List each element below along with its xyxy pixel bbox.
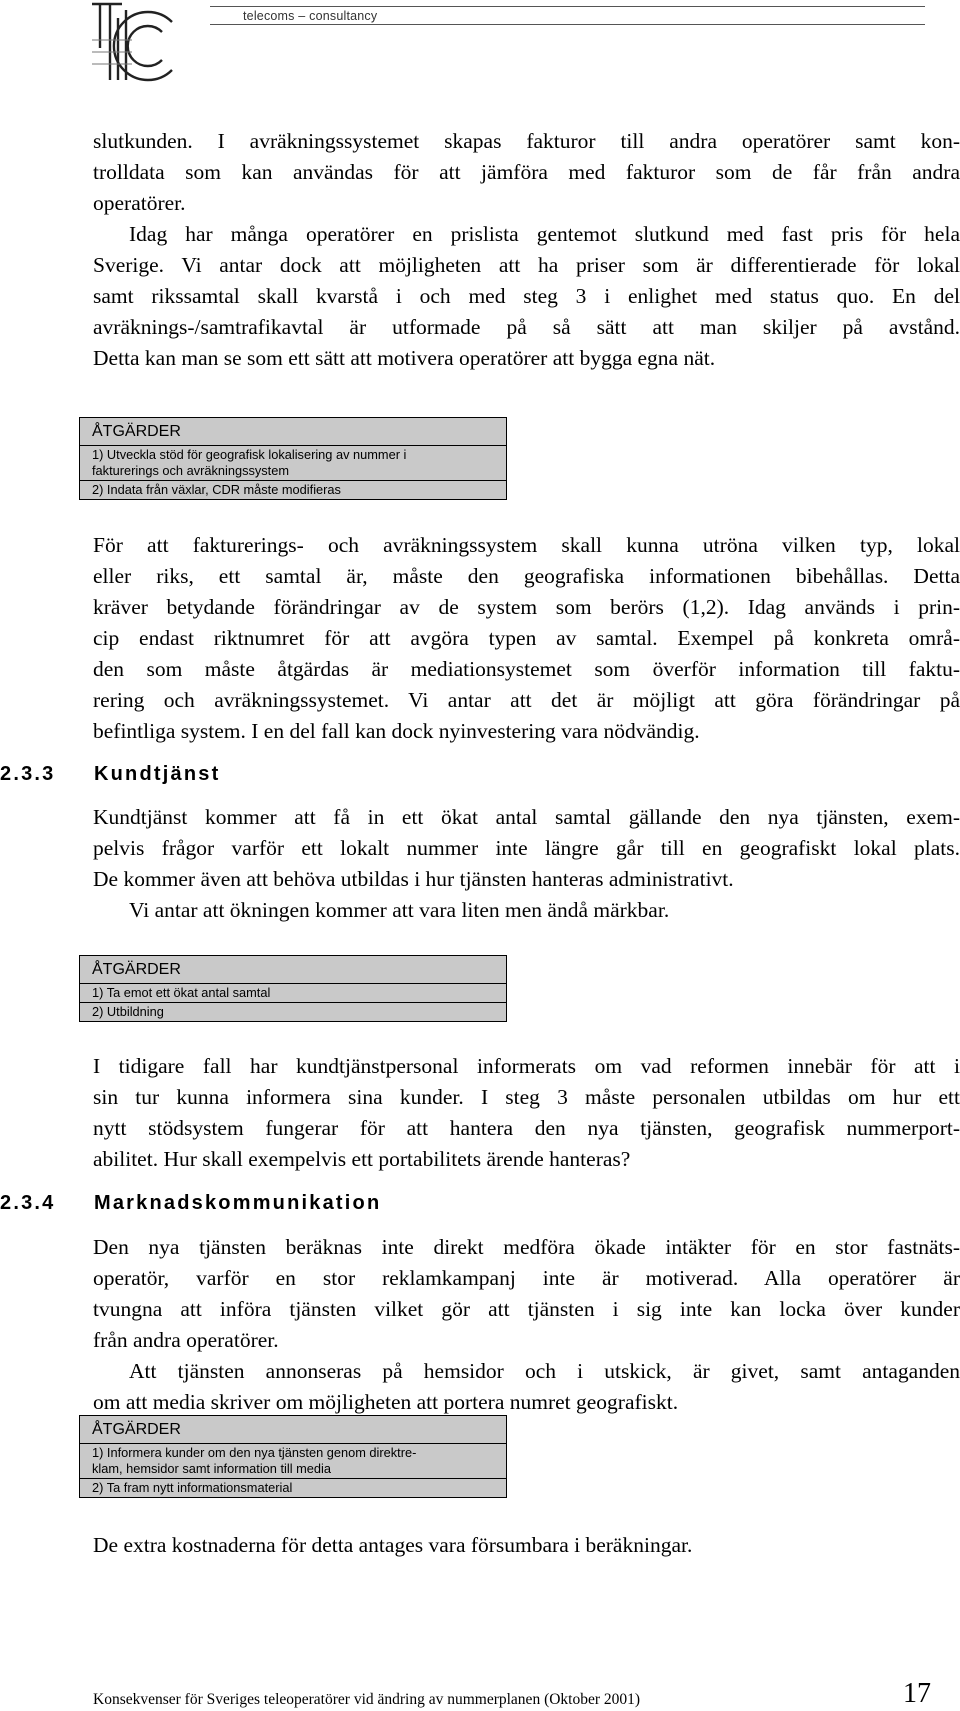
- section-number: 2.3.4: [0, 1192, 56, 1214]
- paragraph-5: [93, 1232, 960, 1418]
- text-line: Kundtjänst kommer att få in ett ökat antal samtal gällande den nya tjänsten, exem-: [93, 805, 960, 829]
- action-item-line: 2) Ta fram nytt informationsmaterial: [92, 1480, 293, 1495]
- text-line: eller riks, ett samtal är, måste den geografiska informationen bibehållas. Detta: [93, 564, 960, 588]
- action-item: [80, 1479, 506, 1497]
- action-item-line: klam, hemsidor samt information till media: [92, 1461, 331, 1476]
- action-item: [80, 446, 506, 481]
- action-box-heading: ÅTGÄRDER: [80, 418, 506, 446]
- text-line: avräknings-/samtrafikavtal är utformade på så sätt att man skiljer på avstånd.: [93, 315, 960, 339]
- action-item: [80, 1444, 506, 1479]
- paragraph-2: [93, 530, 960, 747]
- action-box-1: [79, 417, 507, 500]
- text-line: tvungna att införa tjänsten vilket gör att tjänsten i sig inte kan locka över kunder: [93, 1297, 960, 1321]
- action-box-3: [79, 1415, 507, 1498]
- action-item-line: 1) Ta emot ett ökat antal samtal: [92, 985, 271, 1000]
- action-item: [80, 481, 506, 499]
- text-line: operatörer.: [93, 191, 186, 215]
- header-rule-bottom: [210, 24, 925, 25]
- section-title: Marknadskommunikation: [94, 1192, 382, 1214]
- action-item-line: 2) Indata från växlar, CDR måste modifieras: [92, 482, 341, 497]
- text-line: Den nya tjänsten beräknas inte direkt medföra ökade intäkter för en stor fastnäts-: [93, 1235, 960, 1259]
- text-line: För att fakturerings- och avräkningssystem skall kunna utröna vilken typ, lokal: [93, 533, 960, 557]
- text-line: befintliga system. I en del fall kan dock nyinvestering vara nödvändig.: [93, 719, 700, 743]
- text-line: från andra operatörer.: [93, 1328, 279, 1352]
- action-item-line: 2) Utbildning: [92, 1004, 164, 1019]
- text-line: kräver betydande förändringar av de system som berörs (1,2). Idag används i prin-: [93, 595, 960, 619]
- text-line: nytt stödsystem fungerar för att hantera den nya tjänsten, geografisk nummerport-: [93, 1116, 960, 1140]
- company-logo: [88, 0, 188, 84]
- action-item-line: 1) Utveckla stöd för geografisk lokalisering av nummer i: [92, 447, 407, 462]
- text-line: abilitet. Hur skall exempelvis ett portabilitets ärende hanteras?: [93, 1147, 631, 1171]
- header-rule-top: [210, 6, 925, 7]
- action-item: [80, 1003, 506, 1021]
- text-line: cip endast riktnumret för att avgöra typen av samtal. Exempel på konkreta områ-: [93, 626, 960, 650]
- section-number: 2.3.3: [0, 763, 56, 785]
- section-heading-kundtjanst: [0, 763, 220, 786]
- text-line: slutkunden. I avräkningssystemet skapas fakturor till andra operatörer samt kon-: [93, 129, 960, 153]
- action-item-line: 1) Informera kunder om den nya tjänsten genom direktre-: [92, 1445, 417, 1460]
- header-company-text: telecoms – consultancy: [243, 9, 378, 23]
- paragraph-3: [93, 802, 960, 926]
- paragraph-6: [93, 1530, 960, 1561]
- text-line: operatör, varför en stor reklamkampanj inte är motiverad. Alla operatörer är: [93, 1266, 960, 1290]
- text-line: Idag har många operatörer en prislista gentemot slutkund med fast pris för hela: [129, 222, 960, 246]
- paragraph-1: [93, 126, 960, 374]
- text-line: sin tur kunna informera sina kunder. I steg 3 måste personalen utbildas om hur ett: [93, 1085, 960, 1109]
- text-line: om att media skriver om möjligheten att portera numret geografiskt.: [93, 1390, 679, 1414]
- text-line: Detta kan man se som ett sätt att motivera operatörer att bygga egna nät.: [93, 346, 716, 370]
- text-line: I tidigare fall har kundtjänstpersonal informerats om vad reformen innebär för att i: [93, 1054, 960, 1078]
- text-line: rering och avräkningssystemet. Vi antar att det är möjligt att göra förändringar på: [93, 688, 960, 712]
- action-box-2: [79, 955, 507, 1022]
- page-number: 17: [903, 1678, 931, 1709]
- action-box-heading: ÅTGÄRDER: [80, 956, 506, 984]
- paragraph-4: [93, 1051, 960, 1175]
- text-line: samt rikssamtal skall kvarstå i och med steg 3 i enlighet med status quo. En del: [93, 284, 960, 308]
- section-title: Kundtjänst: [94, 763, 221, 785]
- action-item: [80, 984, 506, 1003]
- text-line: Vi antar att ökningen kommer att vara liten men ändå märkbar.: [129, 898, 670, 922]
- text-line: De kommer även att behöva utbildas i hur tjänsten hanteras administrativt.: [93, 867, 734, 891]
- text-line: Att tjänsten annonseras på hemsidor och i utskick, är givet, samt antaganden: [129, 1359, 960, 1383]
- text-line: den som måste åtgärdas är mediationsystemet som överför information till faktu-: [93, 657, 960, 681]
- section-heading-marknadskommunikation: [0, 1192, 381, 1215]
- action-box-heading: ÅTGÄRDER: [80, 1416, 506, 1444]
- text-line: trolldata som kan användas för att jämföra med fakturor som de får från andra: [93, 160, 960, 184]
- action-item-line: fakturerings och avräkningssystem: [92, 463, 290, 478]
- text-line: Sverige. Vi antar dock att möjligheten att ha priser som är differentierade för lokal: [93, 253, 960, 277]
- text-line: pelvis frågor varför ett lokalt nummer inte längre går till en geografiskt lokal plats.: [93, 836, 960, 860]
- text-line: De extra kostnaderna för detta antages vara försumbara i beräkningar.: [93, 1533, 693, 1557]
- footer-text: Konsekvenser för Sveriges teleoperatörer vid ändring av nummerplanen (Oktober 2001): [93, 1691, 641, 1708]
